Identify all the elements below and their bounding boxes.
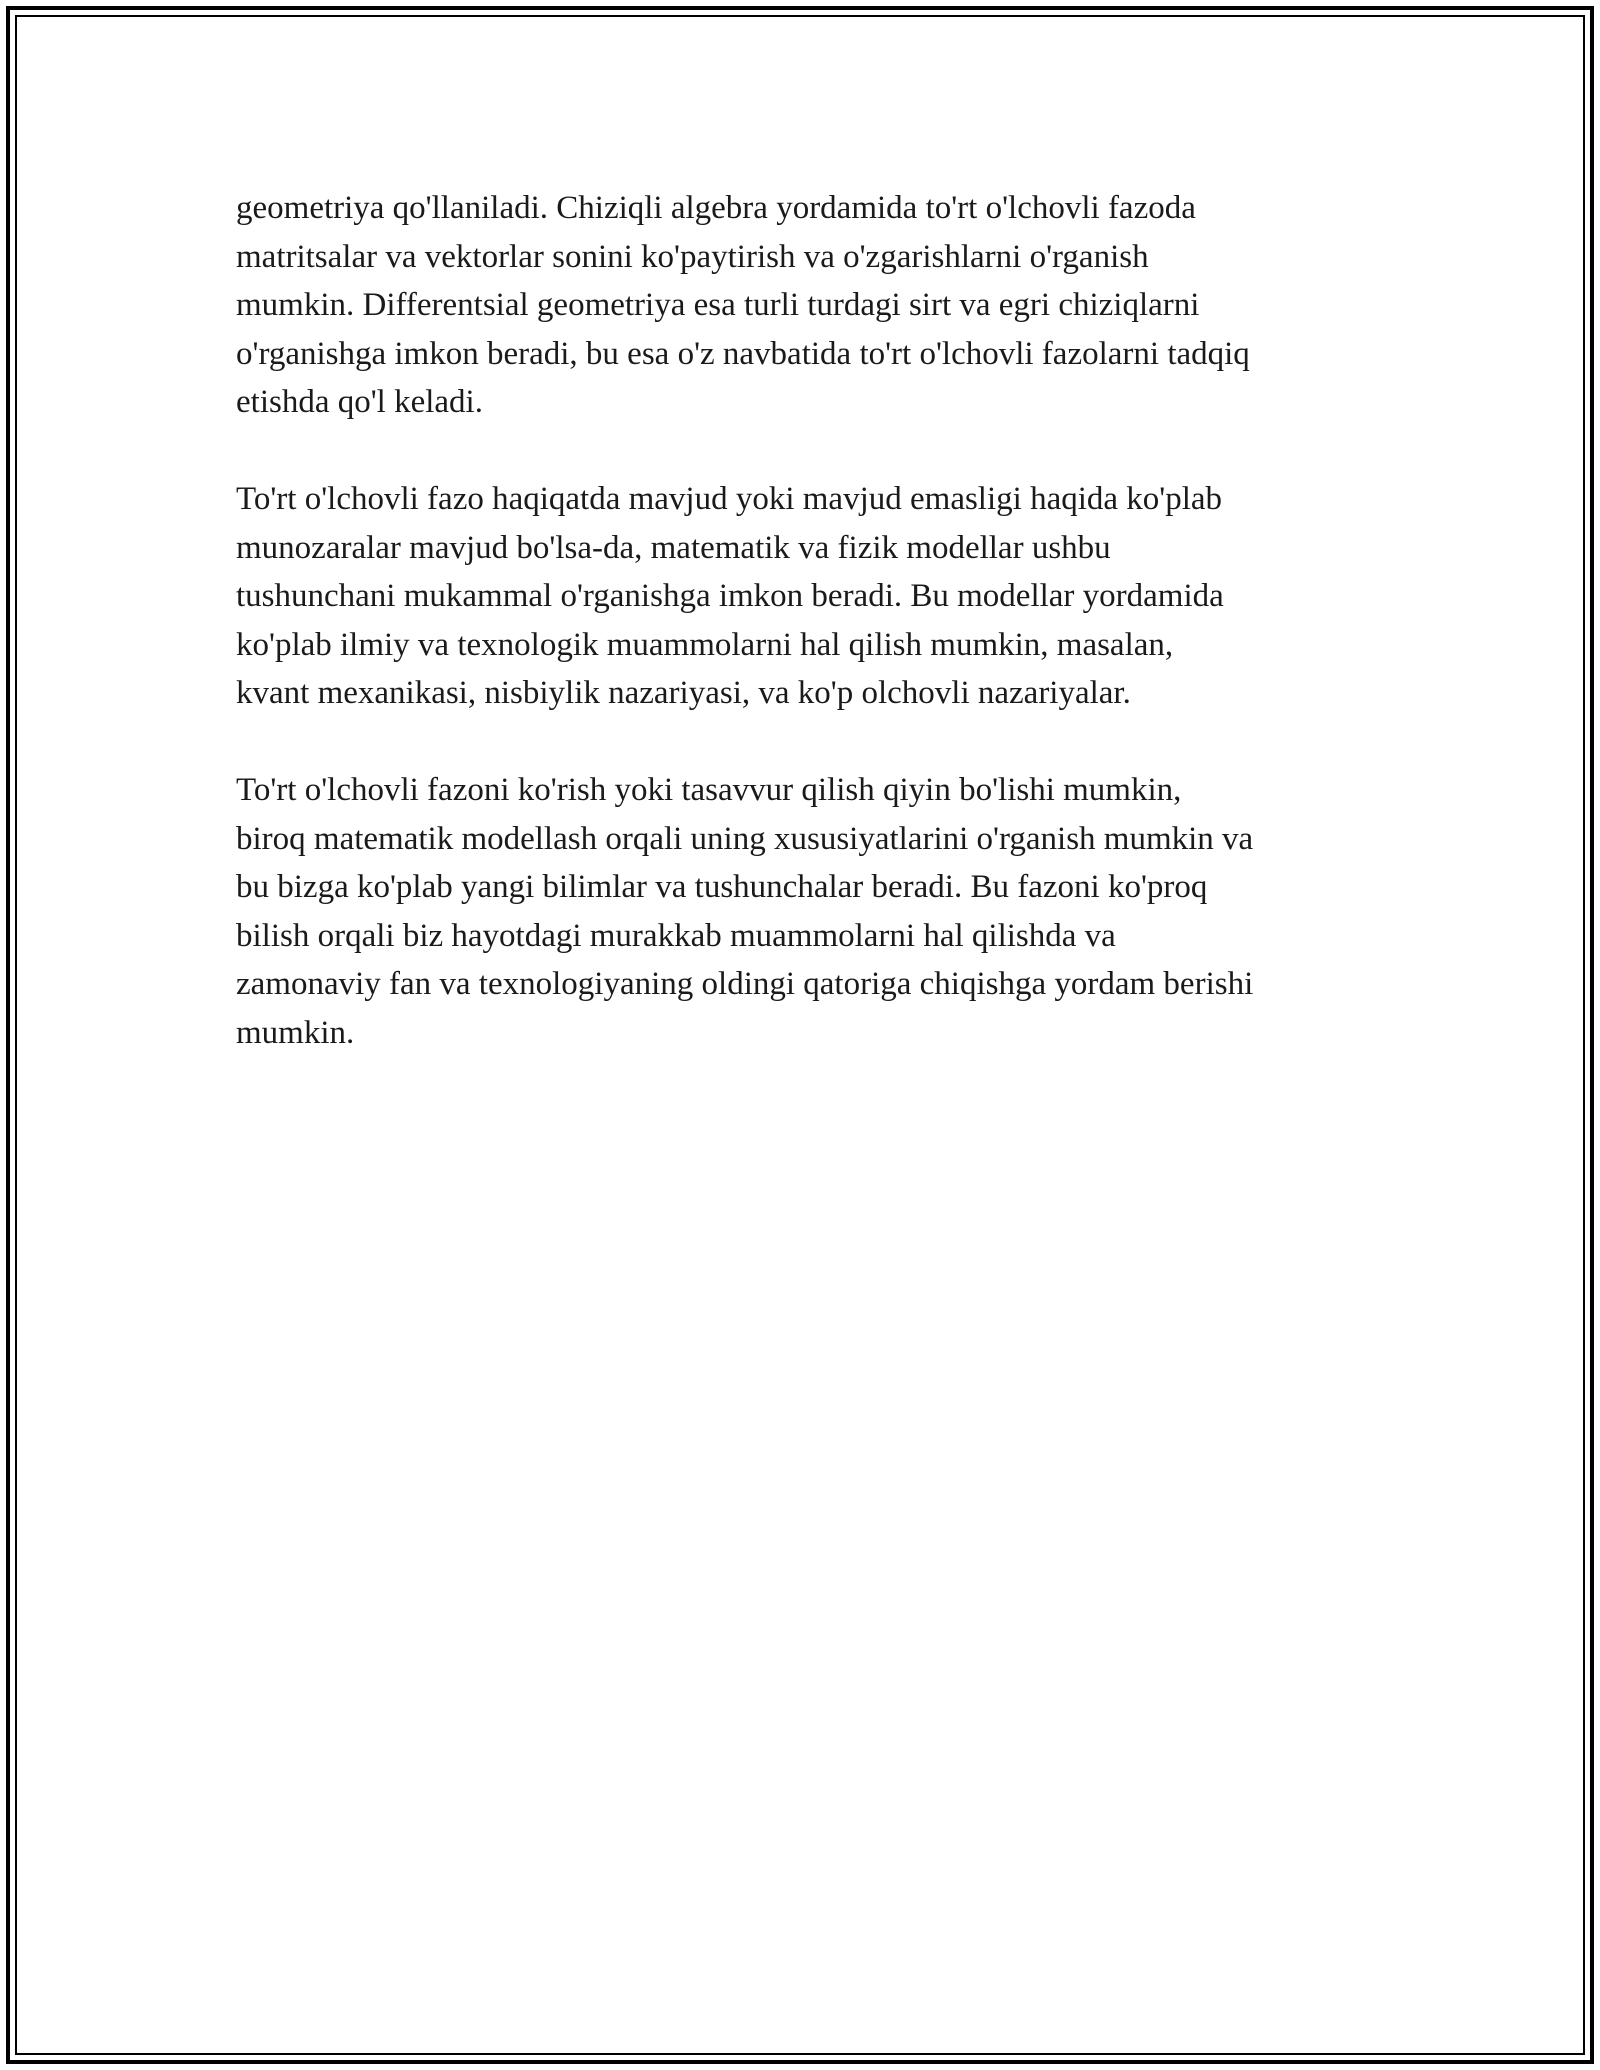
text-line: geometriya qo'llaniladi. Chiziqli algebra yordamida to'rt o'lchovli fazoda [236,190,1196,226]
document-body [236,184,1376,1106]
text-line: kvant mexanikasi, nisbiylik nazariyasi, va ko'p olchovli nazariyalar. [236,675,1131,711]
paragraph-2 [236,475,1376,718]
text-line: mumkin. [236,1014,355,1051]
text-line: zamonaviy fan va texnologiyaning oldingi qatoriga chiqishga yordam berishi [236,966,1254,1002]
paragraph-3 [236,766,1376,1057]
text-line: biroq matematik modellash orqali uning xususiyatlarini o'rganish mumkin va [236,820,1254,857]
text-line: matritsalar va vektorlar sonini ko'paytirish va o'zgarishlarni o'rganish [236,238,1149,275]
text-line: mumkin. Differentsial geometriya esa turli turdagi sirt va egri chiziqlarni [236,287,1200,323]
text-line: bu bizga ko'plab yangi bilimlar va tushunchalar beradi. Bu fazoni ko'proq [236,869,1208,905]
text-line: etishda qo'l keladi. [236,384,483,420]
text-line: o'rganishga imkon beradi, bu esa o'z navbatida to'rt o'lchovli fazolarni tadqiq [236,335,1250,372]
paragraph-1 [236,184,1376,427]
text-line: munozaralar mavjud bo'lsa-da, matematik va fizik modellar ushbu [236,529,1111,566]
text-line: To'rt o'lchovli fazo haqiqatda mavjud yoki mavjud emasligi haqida ko'plab [236,481,1223,517]
text-line: tushunchani mukammal o'rganishga imkon beradi. Bu modellar yordamida [236,578,1224,614]
text-line: ko'plab ilmiy va texnologik muammolarni hal qilish mumkin, masalan, [236,626,1174,663]
text-line: To'rt o'lchovli fazoni ko'rish yoki tasavvur qilish qiyin bo'lishi mumkin, [236,772,1182,808]
text-line: bilish orqali biz hayotdagi murakkab muammolarni hal qilishda va [236,917,1116,954]
